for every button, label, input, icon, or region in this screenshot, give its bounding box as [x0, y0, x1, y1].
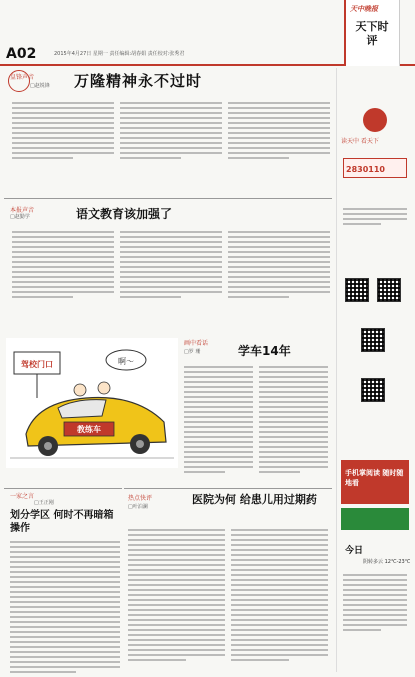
qr-code-icon: [361, 378, 385, 402]
article-chinese-education: [4, 198, 332, 332]
author-byline: □赵锐锋: [30, 83, 50, 89]
headline: 划分学区 何时不再暗箱操作: [10, 510, 114, 534]
author-byline: □赵勤学: [10, 214, 30, 220]
qr-code-icon: [345, 278, 369, 302]
lead-article: [4, 68, 332, 188]
article-driving-14-years: [180, 336, 332, 466]
column-tag: 皇锋声音: [10, 74, 35, 81]
green-ad[interactable]: [341, 508, 409, 530]
today-label: 今日: [345, 546, 364, 556]
hotline-box: [343, 158, 407, 178]
article-body: [184, 366, 328, 473]
dateline: 2015年4月27日 星期一 责任编辑:胡春娟 责任校对:张秀君: [54, 51, 185, 57]
car-label: 教练车: [77, 425, 101, 434]
headline: 学车14年: [238, 344, 291, 358]
contact-info: [343, 208, 407, 225]
weibo-label: 读天中 看天下: [341, 138, 379, 145]
weather-details: [343, 574, 407, 631]
page-number: A02: [6, 46, 37, 62]
hotline-number: 2830110: [346, 165, 385, 174]
article-body: [12, 102, 330, 159]
qr-code-icon: [361, 328, 385, 352]
column-tag: 画中看话: [184, 340, 209, 347]
page-header: [0, 0, 415, 66]
column-tag: 热点快评: [128, 495, 153, 502]
article-body: [128, 529, 328, 661]
column-tag: 本报声音: [10, 207, 35, 214]
headline: 万隆精神永不过时: [74, 72, 203, 90]
author-byline: □叶泊澜: [128, 504, 148, 510]
headline: 语文教育该加强了: [76, 207, 173, 221]
right-sidebar: [336, 68, 412, 672]
column-tag: 一家之言: [10, 493, 35, 500]
author-byline: □王正刚: [34, 500, 54, 506]
weather-info: 阴转多云 12℃-23℃: [363, 559, 411, 565]
weibo-banner: [339, 108, 411, 188]
article-body: [10, 541, 120, 673]
article-school-district: [4, 488, 122, 668]
cartoon-illustration: [6, 338, 178, 468]
weibo-icon: [363, 108, 387, 132]
paper-name: 天中晚报: [350, 4, 378, 13]
mobile-reading-ad[interactable]: [341, 460, 409, 504]
author-byline: □罗 珊: [184, 349, 201, 355]
article-body: [12, 231, 330, 298]
article-expired-medicine: [124, 488, 332, 668]
qr-code-icon: [377, 278, 401, 302]
cartoon-drawing: [6, 338, 178, 468]
section-logo: [344, 0, 400, 66]
bubble-text: 啊～: [118, 357, 134, 366]
headline: 医院为何 给患儿用过期药: [192, 493, 317, 506]
sign-text: 驾校门口: [21, 360, 53, 369]
section-name: 天下时评: [355, 20, 389, 47]
ad-text: 手机掌阅读 随时随地看: [345, 469, 404, 487]
